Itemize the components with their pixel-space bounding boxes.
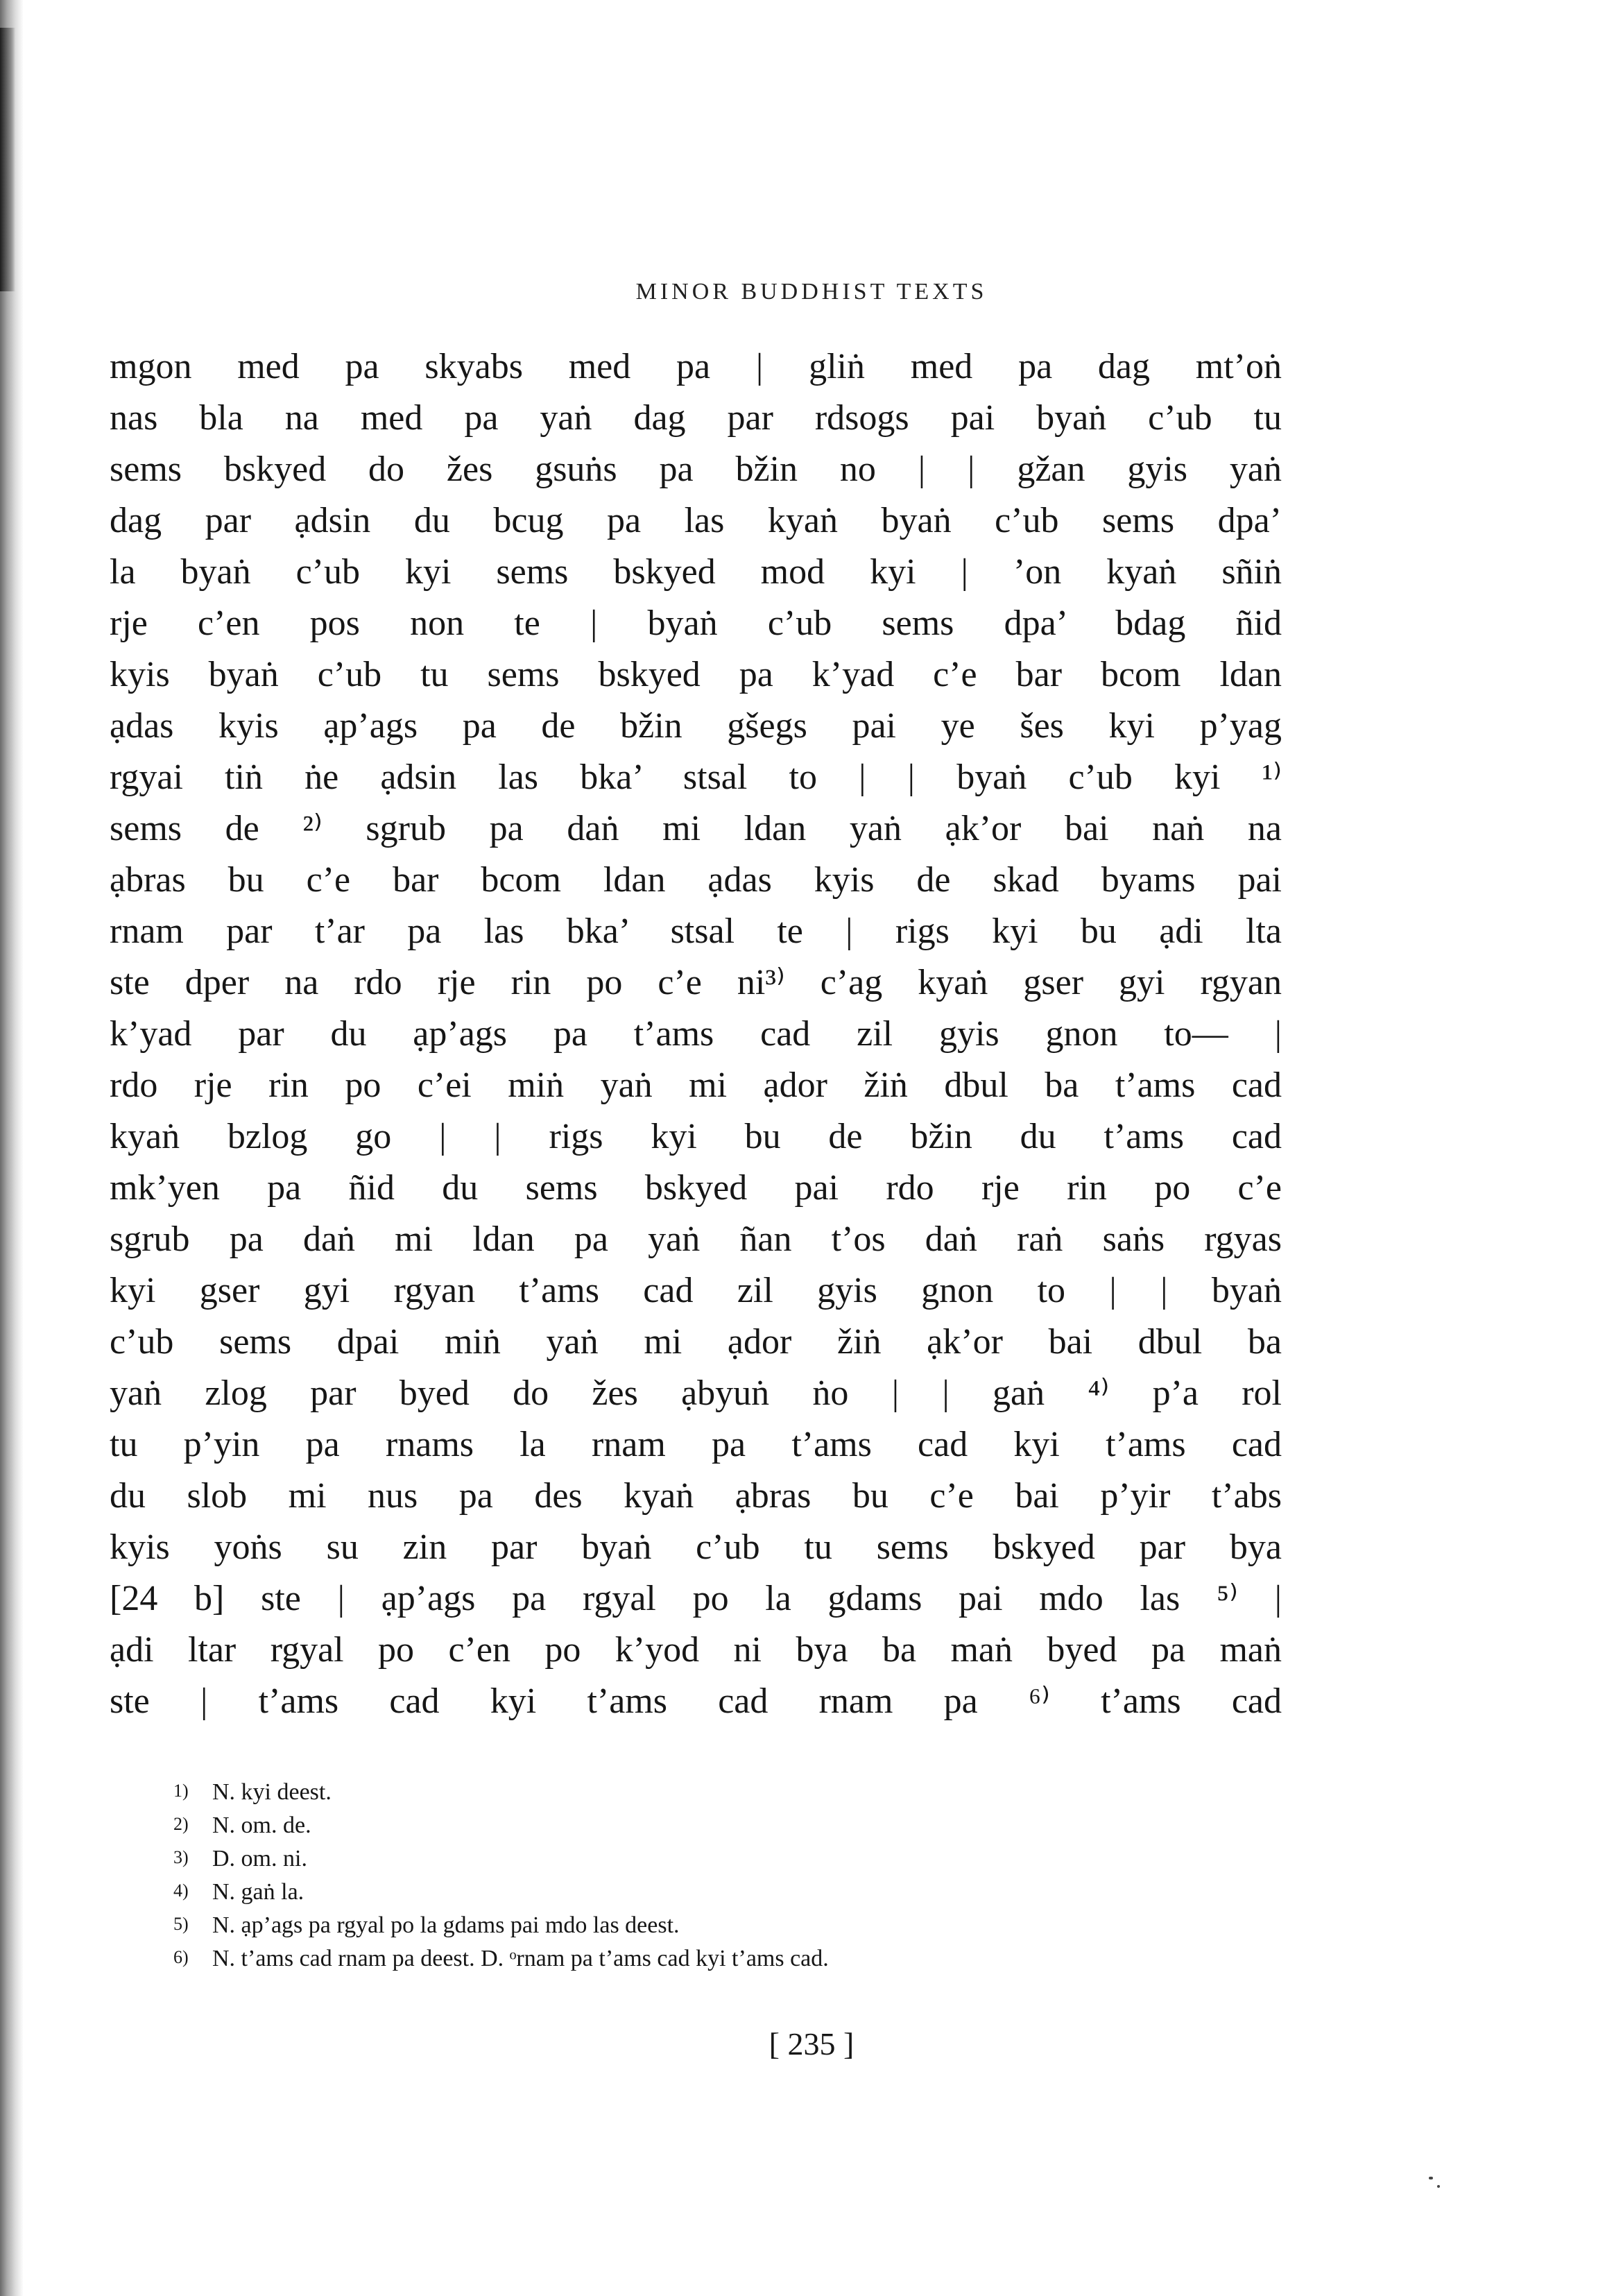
text-line: ạbras bu c’e bar bcom ldan ạdas kyis de skad byams pai [110, 860, 1282, 900]
page-binding-edge [0, 0, 24, 2296]
text-line: la byaṅ c’ub kyi sems bskyed mod kyi | ’on kyaṅ sñiṅ [110, 552, 1282, 592]
footnote [173, 1808, 1283, 1841]
footnote-number: 6) [173, 1947, 189, 1967]
footnote-text: N. kyi deest. [212, 1779, 332, 1805]
page-number: [ 235 ] [768, 2026, 855, 2062]
footnote-text: N. ạp’ags pa rgyal po la gdams pai mdo las deest. [212, 1912, 680, 1938]
text-line: ạdas kyis ạp’ags pa de bžin gšegs pai ye šes kyi p’yag [110, 706, 1282, 746]
text-line: mk’yen pa ñid du sems bskyed pai rdo rje rin po c’e [110, 1168, 1282, 1208]
text-line: k’yad par du ạp’ags pa t’ams cad zil gyis gnon to— | [110, 1014, 1282, 1054]
footnote-text: N. om. de. [212, 1813, 311, 1838]
footnote-text: D. om. ni. [212, 1846, 307, 1871]
text-line: mgon med pa skyabs med pa | gliṅ med pa dag mt’oṅ [110, 347, 1282, 386]
scan-speck [1437, 2185, 1440, 2188]
text-line: sgrub pa daṅ mi ldan pa yaṅ ñan t’os daṅ raṅ saṅs rgyas [110, 1219, 1282, 1259]
text-line: kyis byaṅ c’ub tu sems bskyed pa k’yad c’e bar bcom ldan [110, 655, 1282, 694]
footnote-number: 4) [173, 1881, 189, 1901]
page-binding-shadow [0, 28, 15, 291]
text-line: sems de ²⁾ sgrub pa daṅ mi ldan yaṅ ạk’or bai naṅ na [110, 809, 1282, 848]
text-line: dag par ạdsin du bcug pa las kyaṅ byaṅ c’ub sems dpa’ [110, 501, 1282, 540]
text-line: rnam par t’ar pa las bka’ stsal te | rigs kyi bu ạdi lta [110, 911, 1282, 951]
text-line: kyaṅ bzlog go | | rigs kyi bu de bžin du t’ams cad [110, 1117, 1282, 1156]
text-line: rje c’en pos non te | byaṅ c’ub sems dpa’ bdag ñid [110, 603, 1282, 643]
text-line: rgyai tiṅ ṅe ạdsin las bka’ stsal to | | byaṅ c’ub kyi ¹⁾ [110, 757, 1282, 797]
footnote-number: 3) [173, 1847, 189, 1867]
footnote [173, 1941, 1283, 1974]
text-line: ste dper na rdo rje rin po c’e ni³⁾ c’ag kyaṅ gser gyi rgyan [110, 963, 1282, 1002]
body-text [110, 341, 1282, 1727]
text-line: nas bla na med pa yaṅ dag par rdsogs pai byaṅ c’ub tu [110, 398, 1282, 438]
footnote [173, 1774, 1283, 1808]
footnote-number: 1) [173, 1781, 189, 1801]
footnote [173, 1908, 1283, 1941]
footnote [173, 1841, 1283, 1874]
footnote-number: 2) [173, 1814, 189, 1834]
text-line: ste | t’ams cad kyi t’ams cad rnam pa ⁶⁾ t’ams cad [110, 1681, 1282, 1721]
text-line: kyis yoṅs su zin par byaṅ c’ub tu sems bskyed par bya [110, 1527, 1282, 1567]
text-line: rdo rje rin po c’ei miṅ yaṅ mi ạdor žiṅ dbul ba t’ams cad [110, 1065, 1282, 1105]
text-line: c’ub sems dpai miṅ yaṅ mi ạdor žiṅ ạk’or bai dbul ba [110, 1322, 1282, 1362]
text-line: kyi gser gyi rgyan t’ams cad zil gyis gnon to | | byaṅ [110, 1271, 1282, 1310]
footnote-text: N. gaṅ la. [212, 1879, 304, 1905]
scan-speck [1429, 2177, 1433, 2179]
footnote-number: 5) [173, 1914, 189, 1934]
running-head: MINOR BUDDHIST TEXTS [635, 279, 988, 305]
text-line: tu p’yin pa rnams la rnam pa t’ams cad kyi t’ams cad [110, 1425, 1282, 1464]
footnote-text: N. t’ams cad rnam pa deest. D. ᵒrnam pa t’ams cad kyi t’ams cad. [212, 1946, 829, 1971]
footnotes [173, 1774, 1283, 1974]
footnote [173, 1874, 1283, 1908]
text-line: yaṅ zlog par byed do žes ạbyuṅ ṅo | | gaṅ ⁴⁾ p’a rol [110, 1373, 1282, 1413]
text-line: ạdi ltar rgyal po c’en po k’yod ni bya ba maṅ byed pa maṅ [110, 1630, 1282, 1670]
text-line: sems bskyed do žes gsuṅs pa bžin no | | gžan gyis yaṅ [110, 449, 1282, 489]
text-line: du slob mi nus pa des kyaṅ ạbras bu c’e bai p’yir t’abs [110, 1476, 1282, 1516]
text-line: [24 b] ste | ạp’ags pa rgyal po la gdams pai mdo las ⁵⁾ | [110, 1579, 1282, 1618]
